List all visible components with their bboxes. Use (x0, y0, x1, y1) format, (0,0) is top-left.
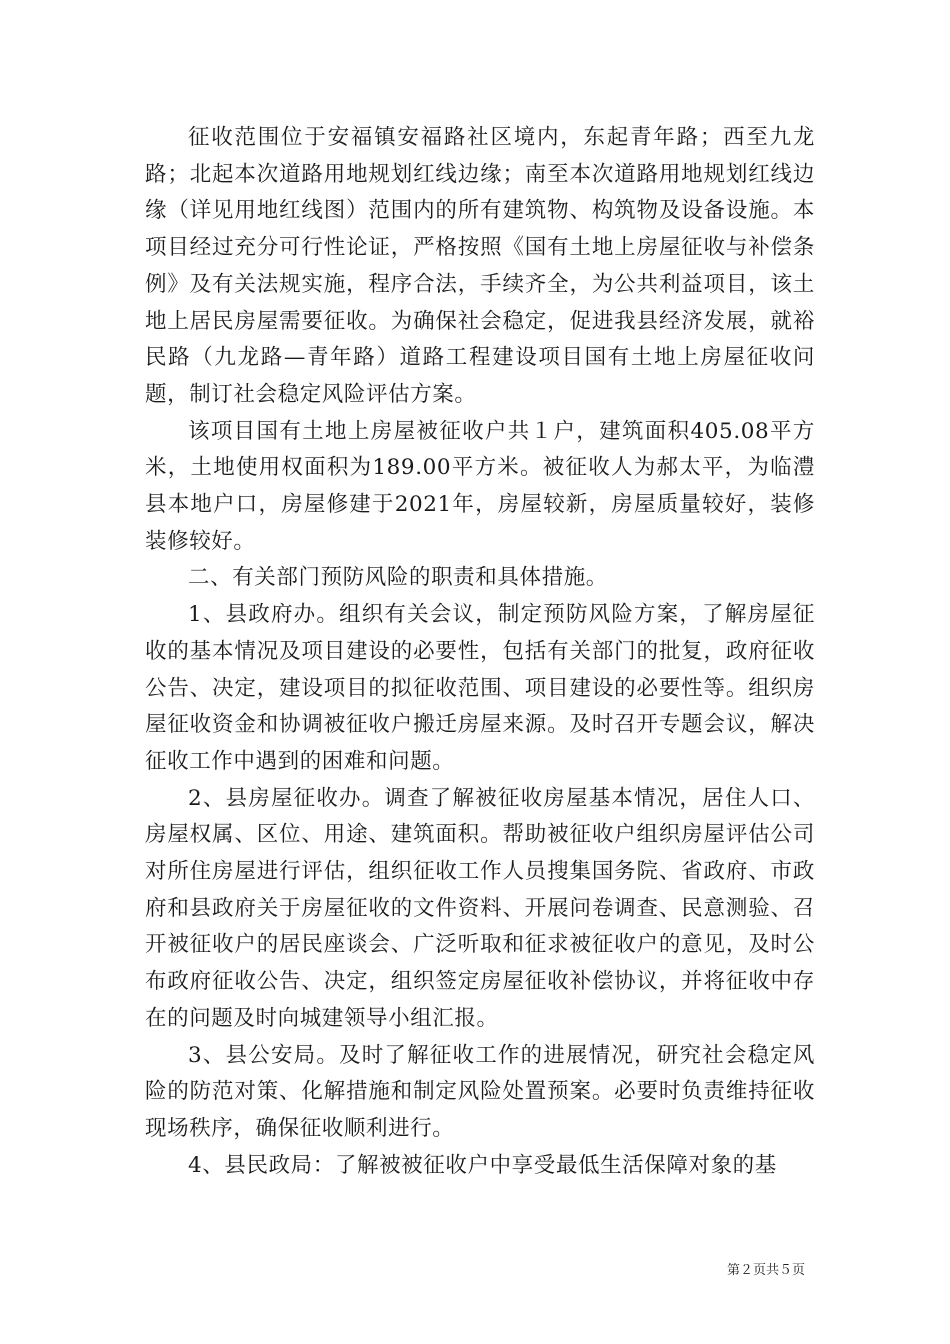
page-number: 第２页共５页 (726, 1263, 805, 1278)
paragraph-item-3: 3、县公安局。及时了解征收工作的进展情况，研究社会稳定风险的防范对策、化解措施和制定风险处置预案。必要时负责维持征收现场秩序，确保征收顺利进行。 (145, 1042, 815, 1141)
section-heading: 二、有关部门预防风险的职责和具体措施。 (188, 565, 608, 591)
paragraph-household: 该项目国有土地上房屋被征收户共１户，建筑面积405.08平方米，土地使用权面积为189.00平方米。被征收人为郝太平，为临澧县本地户口，房屋修建于2021年，房屋较新，房屋质量较好，装修装修较好。 (145, 418, 815, 554)
paragraph-item-2: 2、县房屋征收办。调查了解被征收房屋基本情况，居住人口、房屋权属、区位、用途、建筑面积。帮助被征收户组织房屋评估公司对所住房屋进行评估，组织征收工作人员搜集国务院、省政府、市政府和县政府关于房屋征收的文件资料、开展问卷调查、民意测验、召开被征收户的居民座谈会、广泛听取和征求被征收户的意见，及时公布政府征收公告、决定，组织签定房屋征收补偿协议，并将征收中存在的问题及时向城建领导小组汇报。 (145, 785, 815, 1031)
paragraph-scope: 征收范围位于安福镇安福路社区境内，东起青年路；西至九龙路；北起本次道路用地规划红线边缘；南至本次道路用地规划红线边缘（详见用地红线图）范围内的所有建筑物、构筑物及设备设施。本项目经过充分可行性论证，严格按照《国有土地上房屋征收与补偿条例》及有关法规实施，程序合法，手续齐全，为公共利益项目，该土地上居民房屋需要征收。为确保社会稳定，促进我县经济发展，就裕民路（九龙路—青年路）道路工程建设项目国有土地上房屋征收问题，制订社会稳定风险评估方案。 (145, 125, 815, 407)
paragraph-item-4: 4、县民政局：了解被被征收户中享受最低生活保障对象的基 (188, 1152, 777, 1178)
paragraph-item-1: 1、县政府办。组织有关会议，制定预防风险方案，了解房屋征收的基本情况及项目建设的必要性，包括有关部门的批复，政府征收公告、决定，建设项目的拟征收范围、项目建设的必要性等。组织房屋征收资金和协调被征收户搬迁房屋来源。及时召开专题会议，解决征收工作中遇到的困难和问题。 (145, 602, 815, 774)
document-body (145, 120, 815, 1184)
